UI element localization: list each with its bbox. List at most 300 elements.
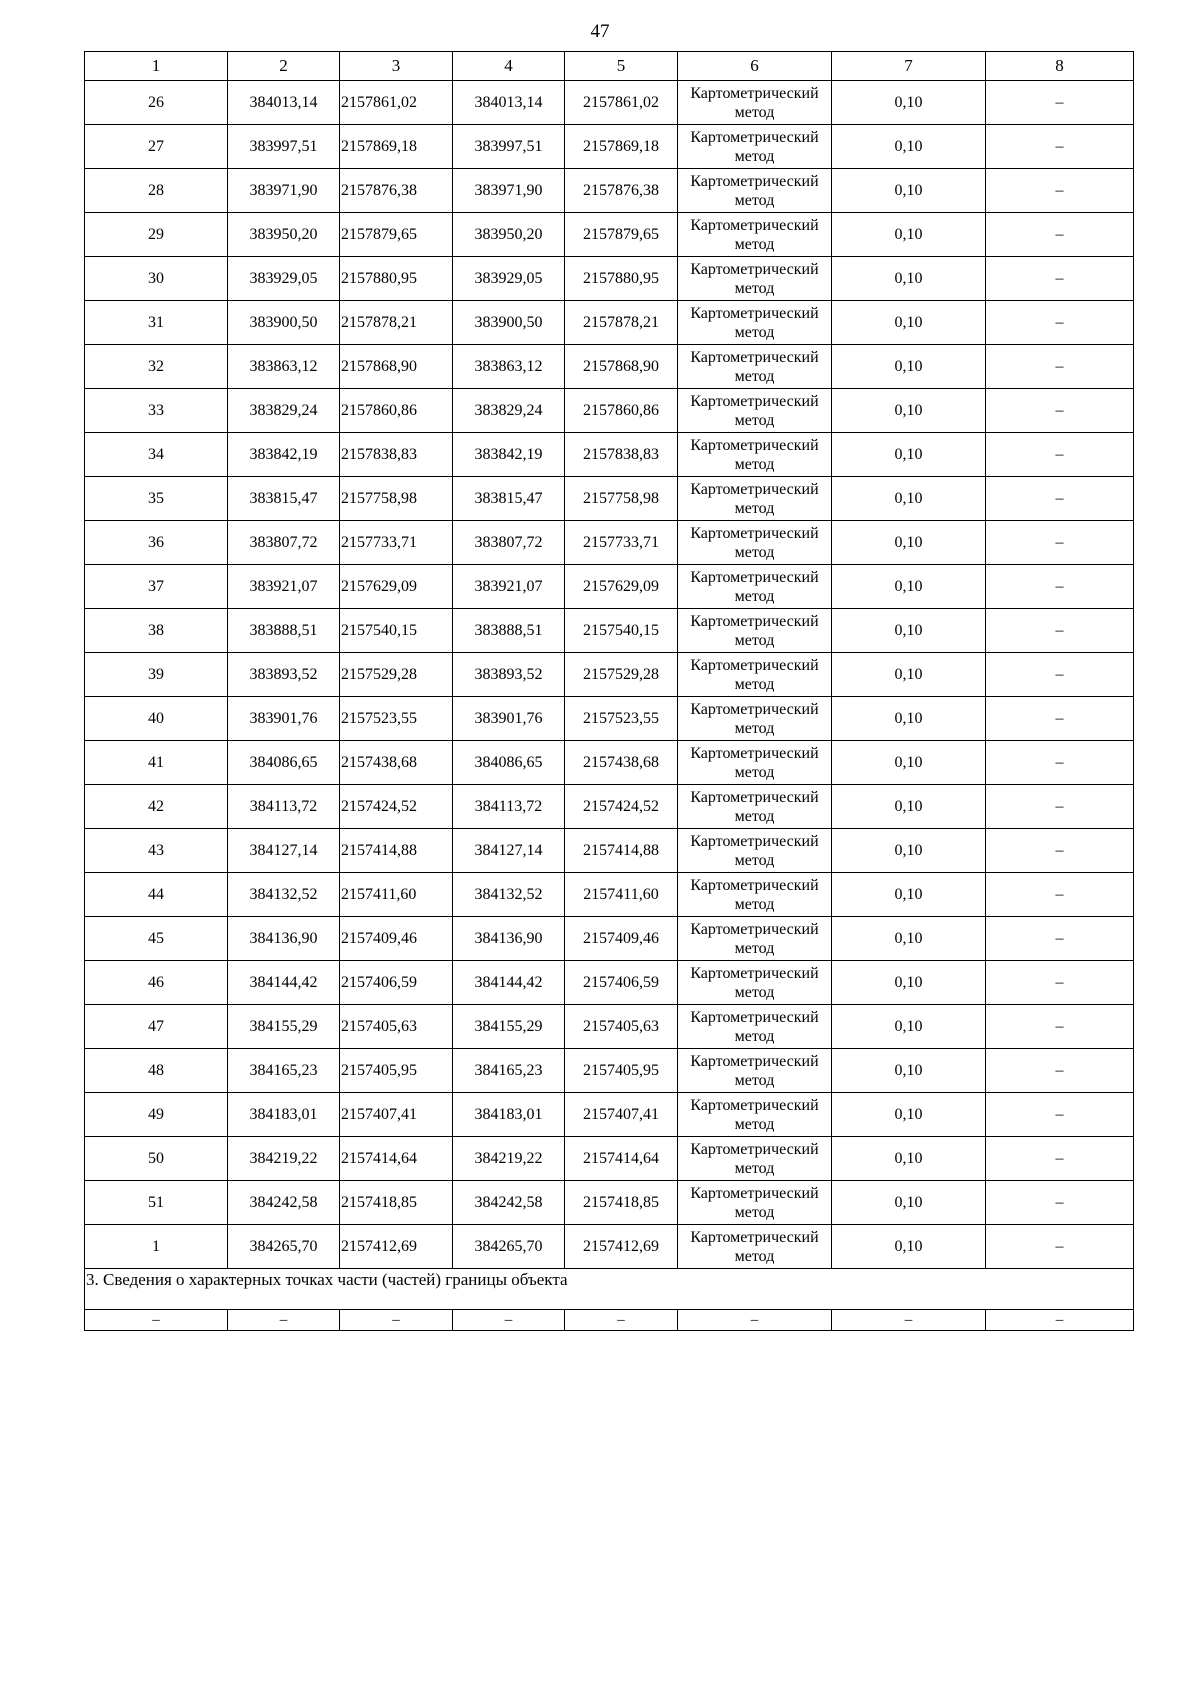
existing-x: 383829,24: [228, 389, 340, 433]
existing-y: 2157414,88: [340, 829, 453, 873]
description: –: [986, 785, 1134, 829]
existing-x: 384183,01: [228, 1093, 340, 1137]
description: –: [986, 1005, 1134, 1049]
accuracy: 0,10: [832, 1049, 986, 1093]
accuracy: 0,10: [832, 697, 986, 741]
determination-method: [678, 345, 832, 389]
new-y: 2157540,15: [565, 609, 678, 653]
method-line2: метод: [734, 456, 775, 473]
existing-x: 383921,07: [228, 565, 340, 609]
description: –: [986, 345, 1134, 389]
description: –: [986, 213, 1134, 257]
table-row: [85, 301, 1134, 345]
method-line1: Картометрический: [690, 85, 819, 102]
method-line1: Картометрический: [690, 129, 819, 146]
determination-method: [678, 961, 832, 1005]
description: –: [986, 1093, 1134, 1137]
determination-method: [678, 653, 832, 697]
existing-y: 2157529,28: [340, 653, 453, 697]
new-y: 2157629,09: [565, 565, 678, 609]
method-line2: метод: [734, 1028, 775, 1045]
existing-y: 2157869,18: [340, 125, 453, 169]
table-row: [85, 917, 1134, 961]
new-y: 2157414,64: [565, 1137, 678, 1181]
empty-cell: –: [986, 1310, 1134, 1331]
existing-y: 2157438,68: [340, 741, 453, 785]
accuracy: 0,10: [832, 81, 986, 125]
existing-y: 2157409,46: [340, 917, 453, 961]
new-x: 384144,42: [453, 961, 565, 1005]
method-line2: метод: [734, 148, 775, 165]
method-line1: Картометрический: [690, 877, 819, 894]
new-x: 383921,07: [453, 565, 565, 609]
empty-cell: –: [453, 1310, 565, 1331]
new-x: 383829,24: [453, 389, 565, 433]
accuracy: 0,10: [832, 653, 986, 697]
determination-method: [678, 257, 832, 301]
point-number: 44: [85, 873, 228, 917]
existing-x: 384013,14: [228, 81, 340, 125]
table-row: [85, 1005, 1134, 1049]
new-x: 383997,51: [453, 125, 565, 169]
new-x: 383900,50: [453, 301, 565, 345]
empty-cell: –: [340, 1310, 453, 1331]
section-heading-row: [85, 1269, 1134, 1310]
new-x: 384086,65: [453, 741, 565, 785]
determination-method: [678, 389, 832, 433]
new-x: 383893,52: [453, 653, 565, 697]
determination-method: [678, 477, 832, 521]
description: –: [986, 169, 1134, 213]
determination-method: [678, 125, 832, 169]
existing-y: 2157405,95: [340, 1049, 453, 1093]
method-line2: метод: [734, 368, 775, 385]
accuracy: 0,10: [832, 257, 986, 301]
determination-method: [678, 741, 832, 785]
existing-y: 2157629,09: [340, 565, 453, 609]
existing-x: 384113,72: [228, 785, 340, 829]
point-number: 51: [85, 1181, 228, 1225]
existing-x: 383893,52: [228, 653, 340, 697]
determination-method: [678, 785, 832, 829]
description: –: [986, 961, 1134, 1005]
existing-x: 383997,51: [228, 125, 340, 169]
existing-y: 2157838,83: [340, 433, 453, 477]
existing-x: 383929,05: [228, 257, 340, 301]
method-line2: метод: [734, 940, 775, 957]
method-line1: Картометрический: [690, 1097, 819, 1114]
existing-x: 384219,22: [228, 1137, 340, 1181]
method-line1: Картометрический: [690, 305, 819, 322]
table-row: [85, 829, 1134, 873]
existing-x: 383842,19: [228, 433, 340, 477]
table-row: [85, 257, 1134, 301]
coordinates-table: [84, 51, 1134, 1331]
existing-x: 384165,23: [228, 1049, 340, 1093]
column-number: 8: [986, 52, 1134, 81]
method-line2: метод: [734, 324, 775, 341]
existing-y: 2157860,86: [340, 389, 453, 433]
table-row: [85, 697, 1134, 741]
accuracy: 0,10: [832, 1137, 986, 1181]
method-line2: метод: [734, 896, 775, 913]
table-row: [85, 477, 1134, 521]
new-x: 383888,51: [453, 609, 565, 653]
point-number: 30: [85, 257, 228, 301]
accuracy: 0,10: [832, 565, 986, 609]
method-line2: метод: [734, 1204, 775, 1221]
table-row: [85, 741, 1134, 785]
method-line1: Картометрический: [690, 1053, 819, 1070]
description: –: [986, 741, 1134, 785]
new-x: 383815,47: [453, 477, 565, 521]
description: –: [986, 125, 1134, 169]
method-line1: Картометрический: [690, 481, 819, 498]
point-number: 42: [85, 785, 228, 829]
method-line1: Картометрический: [690, 569, 819, 586]
method-line2: метод: [734, 280, 775, 297]
existing-x: 383807,72: [228, 521, 340, 565]
table-row: [85, 125, 1134, 169]
new-y: 2157418,85: [565, 1181, 678, 1225]
description: –: [986, 1137, 1134, 1181]
description: –: [986, 1225, 1134, 1269]
table-row: [85, 213, 1134, 257]
method-line2: метод: [734, 1116, 775, 1133]
point-number: 46: [85, 961, 228, 1005]
new-x: 383901,76: [453, 697, 565, 741]
new-x: 383929,05: [453, 257, 565, 301]
existing-y: 2157876,38: [340, 169, 453, 213]
method-line1: Картометрический: [690, 657, 819, 674]
existing-y: 2157406,59: [340, 961, 453, 1005]
accuracy: 0,10: [832, 213, 986, 257]
new-y: 2157414,88: [565, 829, 678, 873]
column-number: 1: [85, 52, 228, 81]
description: –: [986, 433, 1134, 477]
accuracy: 0,10: [832, 741, 986, 785]
method-line1: Картометрический: [690, 437, 819, 454]
description: –: [986, 81, 1134, 125]
table-row: [85, 1049, 1134, 1093]
description: –: [986, 917, 1134, 961]
method-line2: метод: [734, 1072, 775, 1089]
method-line1: Картометрический: [690, 261, 819, 278]
new-x: 384127,14: [453, 829, 565, 873]
new-y: 2157529,28: [565, 653, 678, 697]
new-y: 2157868,90: [565, 345, 678, 389]
new-y: 2157405,95: [565, 1049, 678, 1093]
description: –: [986, 301, 1134, 345]
description: –: [986, 565, 1134, 609]
new-x: 384165,23: [453, 1049, 565, 1093]
existing-x: 383971,90: [228, 169, 340, 213]
existing-x: 383863,12: [228, 345, 340, 389]
column-number: 3: [340, 52, 453, 81]
description: –: [986, 1049, 1134, 1093]
method-line2: метод: [734, 720, 775, 737]
method-line1: Картометрический: [690, 525, 819, 542]
new-y: 2157876,38: [565, 169, 678, 213]
new-x: 383842,19: [453, 433, 565, 477]
method-line1: Картометрический: [690, 1141, 819, 1158]
table-row: [85, 521, 1134, 565]
existing-x: 384265,70: [228, 1225, 340, 1269]
accuracy: 0,10: [832, 389, 986, 433]
empty-cell: –: [678, 1310, 832, 1331]
method-line1: Картометрический: [690, 1009, 819, 1026]
method-line1: Картометрический: [690, 349, 819, 366]
determination-method: [678, 301, 832, 345]
description: –: [986, 829, 1134, 873]
accuracy: 0,10: [832, 1005, 986, 1049]
method-line1: Картометрический: [690, 921, 819, 938]
method-line2: метод: [734, 984, 775, 1001]
method-line2: метод: [734, 500, 775, 517]
determination-method: [678, 81, 832, 125]
table-row: [85, 1137, 1134, 1181]
method-line2: метод: [734, 1160, 775, 1177]
table-row: [85, 345, 1134, 389]
method-line2: метод: [734, 808, 775, 825]
description: –: [986, 873, 1134, 917]
new-x: 383950,20: [453, 213, 565, 257]
accuracy: 0,10: [832, 917, 986, 961]
description: –: [986, 477, 1134, 521]
existing-x: 384242,58: [228, 1181, 340, 1225]
new-y: 2157758,98: [565, 477, 678, 521]
table-row: [85, 169, 1134, 213]
method-line2: метод: [734, 632, 775, 649]
method-line1: Картометрический: [690, 1229, 819, 1246]
method-line1: Картометрический: [690, 173, 819, 190]
existing-x: 384155,29: [228, 1005, 340, 1049]
method-line1: Картометрический: [690, 613, 819, 630]
new-y: 2157860,86: [565, 389, 678, 433]
table-row: [85, 961, 1134, 1005]
empty-cell: –: [832, 1310, 986, 1331]
table-row: [85, 1093, 1134, 1137]
existing-y: 2157878,21: [340, 301, 453, 345]
existing-y: 2157407,41: [340, 1093, 453, 1137]
determination-method: [678, 1005, 832, 1049]
table-row: [85, 1181, 1134, 1225]
column-number: 4: [453, 52, 565, 81]
new-y: 2157424,52: [565, 785, 678, 829]
new-x: 384113,72: [453, 785, 565, 829]
point-number: 50: [85, 1137, 228, 1181]
method-line2: метод: [734, 236, 775, 253]
new-x: 384132,52: [453, 873, 565, 917]
description: –: [986, 257, 1134, 301]
column-number-row: [85, 52, 1134, 81]
determination-method: [678, 1093, 832, 1137]
determination-method: [678, 1049, 832, 1093]
accuracy: 0,10: [832, 521, 986, 565]
new-y: 2157879,65: [565, 213, 678, 257]
new-y: 2157438,68: [565, 741, 678, 785]
accuracy: 0,10: [832, 829, 986, 873]
point-number: 26: [85, 81, 228, 125]
accuracy: 0,10: [832, 1225, 986, 1269]
method-line1: Картометрический: [690, 789, 819, 806]
method-line2: метод: [734, 764, 775, 781]
new-y: 2157733,71: [565, 521, 678, 565]
method-line1: Картометрический: [690, 965, 819, 982]
new-y: 2157838,83: [565, 433, 678, 477]
accuracy: 0,10: [832, 1093, 986, 1137]
determination-method: [678, 433, 832, 477]
existing-x: 383900,50: [228, 301, 340, 345]
existing-y: 2157418,85: [340, 1181, 453, 1225]
description: –: [986, 609, 1134, 653]
new-x: 384136,90: [453, 917, 565, 961]
table-body: [85, 52, 1134, 1331]
existing-x: 384136,90: [228, 917, 340, 961]
table-row: [85, 389, 1134, 433]
new-x: 384219,22: [453, 1137, 565, 1181]
point-number: 38: [85, 609, 228, 653]
new-y: 2157878,21: [565, 301, 678, 345]
new-y: 2157405,63: [565, 1005, 678, 1049]
accuracy: 0,10: [832, 961, 986, 1005]
table-row: [85, 433, 1134, 477]
new-y: 2157407,41: [565, 1093, 678, 1137]
method-line1: Картометрический: [690, 1185, 819, 1202]
determination-method: [678, 169, 832, 213]
description: –: [986, 1181, 1134, 1225]
section-title: 3. Сведения о характерных точках части (частей) границы объекта: [85, 1269, 1134, 1310]
existing-x: 384144,42: [228, 961, 340, 1005]
new-x: 384265,70: [453, 1225, 565, 1269]
point-number: 28: [85, 169, 228, 213]
existing-x: 383888,51: [228, 609, 340, 653]
accuracy: 0,10: [832, 433, 986, 477]
determination-method: [678, 1181, 832, 1225]
point-number: 40: [85, 697, 228, 741]
existing-x: 384127,14: [228, 829, 340, 873]
new-x: 383971,90: [453, 169, 565, 213]
method-line1: Картометрический: [690, 701, 819, 718]
new-y: 2157411,60: [565, 873, 678, 917]
point-number: 43: [85, 829, 228, 873]
point-number: 37: [85, 565, 228, 609]
accuracy: 0,10: [832, 873, 986, 917]
accuracy: 0,10: [832, 1181, 986, 1225]
existing-x: 383815,47: [228, 477, 340, 521]
table-row: [85, 565, 1134, 609]
table-row: [85, 81, 1134, 125]
existing-y: 2157758,98: [340, 477, 453, 521]
column-number: 2: [228, 52, 340, 81]
empty-cell: –: [565, 1310, 678, 1331]
method-line2: метод: [734, 676, 775, 693]
new-x: 383863,12: [453, 345, 565, 389]
table-row: [85, 609, 1134, 653]
point-number: 36: [85, 521, 228, 565]
existing-x: 384132,52: [228, 873, 340, 917]
point-number: 31: [85, 301, 228, 345]
new-y: 2157869,18: [565, 125, 678, 169]
determination-method: [678, 1137, 832, 1181]
accuracy: 0,10: [832, 477, 986, 521]
existing-y: 2157879,65: [340, 213, 453, 257]
table-row: [85, 873, 1134, 917]
new-y: 2157880,95: [565, 257, 678, 301]
new-x: 384155,29: [453, 1005, 565, 1049]
table-row: [85, 1225, 1134, 1269]
method-line2: метод: [734, 412, 775, 429]
determination-method: [678, 565, 832, 609]
description: –: [986, 653, 1134, 697]
point-number: 41: [85, 741, 228, 785]
existing-y: 2157405,63: [340, 1005, 453, 1049]
point-number: 33: [85, 389, 228, 433]
point-number: 45: [85, 917, 228, 961]
new-y: 2157406,59: [565, 961, 678, 1005]
new-y: 2157861,02: [565, 81, 678, 125]
method-line2: метод: [734, 544, 775, 561]
existing-y: 2157880,95: [340, 257, 453, 301]
point-number: 34: [85, 433, 228, 477]
empty-cell: –: [228, 1310, 340, 1331]
existing-y: 2157540,15: [340, 609, 453, 653]
existing-y: 2157868,90: [340, 345, 453, 389]
accuracy: 0,10: [832, 125, 986, 169]
determination-method: [678, 829, 832, 873]
table-row: [85, 785, 1134, 829]
point-number: 1: [85, 1225, 228, 1269]
description: –: [986, 389, 1134, 433]
method-line1: Картометрический: [690, 393, 819, 410]
empty-cell: –: [85, 1310, 228, 1331]
method-line2: метод: [734, 852, 775, 869]
determination-method: [678, 873, 832, 917]
accuracy: 0,10: [832, 609, 986, 653]
new-x: 384242,58: [453, 1181, 565, 1225]
accuracy: 0,10: [832, 301, 986, 345]
page-number: 47: [590, 21, 610, 42]
column-number: 5: [565, 52, 678, 81]
description: –: [986, 697, 1134, 741]
existing-y: 2157411,60: [340, 873, 453, 917]
method-line2: метод: [734, 1248, 775, 1265]
determination-method: [678, 697, 832, 741]
accuracy: 0,10: [832, 785, 986, 829]
point-number: 29: [85, 213, 228, 257]
point-number: 48: [85, 1049, 228, 1093]
new-x: 383807,72: [453, 521, 565, 565]
point-number: 47: [85, 1005, 228, 1049]
existing-x: 383901,76: [228, 697, 340, 741]
new-y: 2157412,69: [565, 1225, 678, 1269]
new-y: 2157409,46: [565, 917, 678, 961]
existing-x: 383950,20: [228, 213, 340, 257]
determination-method: [678, 1225, 832, 1269]
determination-method: [678, 609, 832, 653]
method-line2: метод: [734, 192, 775, 209]
column-number: 7: [832, 52, 986, 81]
empty-row: [85, 1310, 1134, 1331]
existing-y: 2157523,55: [340, 697, 453, 741]
existing-y: 2157861,02: [340, 81, 453, 125]
point-number: 49: [85, 1093, 228, 1137]
method-line2: метод: [734, 588, 775, 605]
existing-y: 2157733,71: [340, 521, 453, 565]
point-number: 35: [85, 477, 228, 521]
determination-method: [678, 213, 832, 257]
method-line1: Картометрический: [690, 217, 819, 234]
